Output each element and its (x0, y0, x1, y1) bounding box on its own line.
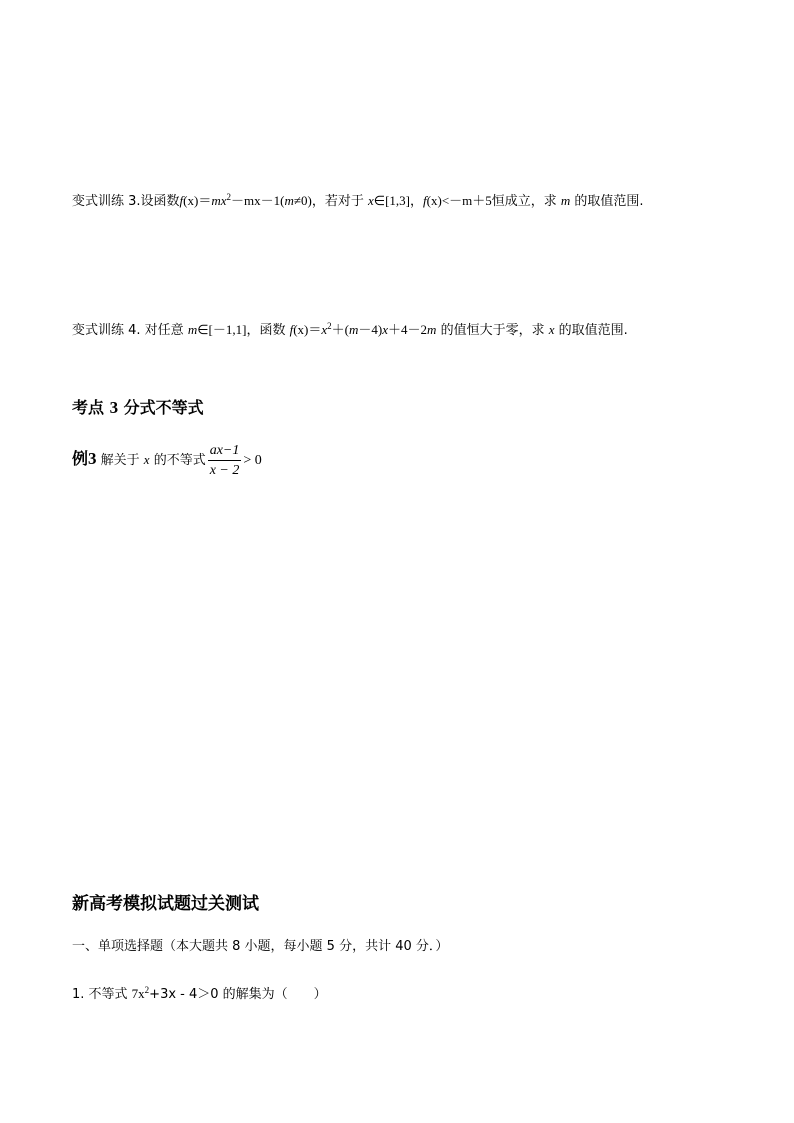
variant3-comma: ， (410, 194, 424, 209)
example-3 (72, 438, 262, 482)
variant4-x4: x (548, 322, 555, 337)
variant3-range: ∈[1,3] (373, 193, 410, 208)
section-heading-3 (72, 398, 204, 418)
variant4-rest2: ＋4－2 (388, 322, 428, 337)
variant4-x2: x (321, 322, 328, 337)
q1-prefix: 1. 不等式 (72, 987, 132, 1002)
fraction-denominator: x − 2 (209, 463, 240, 478)
variant3-rest1: －mx－1( (231, 193, 285, 208)
variant4-m: m (187, 322, 198, 337)
variant4-arg: (x) (293, 322, 309, 337)
variant4-tail: 的值恒大于零，求 (436, 323, 549, 338)
variant-exercise-4 (72, 321, 628, 340)
test-part-1: 一、单项选择题（本大题共 8 小题，每小题 5 分，共计 40 分．） (72, 939, 449, 954)
q1-rest: +3x - 4＞0 的解集为（ ） (149, 987, 327, 1002)
q1-exp: 2 (144, 985, 150, 995)
variant3-prefix: 变式训练 3.设函数 (72, 194, 180, 209)
section3-prefix: 考点 (72, 398, 105, 417)
example3-label: 例 (72, 449, 89, 468)
variant3-end: 的取值范围. (570, 194, 644, 209)
section3-num: 3 (109, 398, 119, 417)
variant4-range: ∈[－1,1] (197, 322, 247, 337)
variant3-func: f (179, 193, 184, 208)
variant3-f2: f (423, 193, 427, 208)
variant4-eq: ＝ (308, 323, 322, 338)
variant4-m2: m (349, 322, 359, 337)
variant3-exp: 2 (226, 192, 232, 202)
fraction-numerator: ax−1 (208, 442, 242, 461)
variant-exercise-3 (72, 192, 644, 211)
example3-num: 3 (88, 449, 97, 468)
variant4-mid: ，函数 (246, 323, 290, 338)
variant3-m2: m (284, 193, 294, 208)
test-title: 新高考模拟试题过关测试 (72, 894, 259, 914)
variant3-lt: <－m＋5 (441, 193, 492, 208)
example3-fraction (208, 442, 242, 479)
variant3-arg2: (x) (426, 193, 442, 208)
variant4-x3: x (382, 322, 389, 337)
variant4-prefix: 变式训练 4. 对任意 (72, 323, 188, 338)
variant3-x: x (367, 193, 374, 208)
variant4-exp: 2 (327, 321, 332, 331)
variant4-f: f (289, 322, 294, 337)
variant4-m3: m (427, 322, 437, 337)
variant4-end: 的取值范围. (554, 323, 628, 338)
example3-text1: 解关于 (96, 453, 144, 468)
example3-gt: > 0 (243, 453, 262, 468)
question-1 (72, 985, 327, 1004)
variant3-arg: (x) (183, 193, 199, 208)
q1-coef: 7x (131, 986, 145, 1001)
section3-title: 分式不等式 (123, 398, 204, 417)
variant3-m1: mx (211, 193, 227, 208)
variant4-plus: ＋( (331, 322, 350, 337)
variant3-eq: ＝ (198, 194, 212, 209)
variant3-tail: 恒成立，求 (491, 194, 561, 209)
example3-x: x (143, 452, 150, 467)
example3-text2: 的不等式 (149, 453, 206, 468)
variant3-ne0: ≠0) (293, 193, 312, 208)
variant4-rest: －4) (358, 322, 383, 337)
variant3-mid: ，若对于 (311, 194, 368, 209)
variant3-m3: m (560, 193, 571, 208)
